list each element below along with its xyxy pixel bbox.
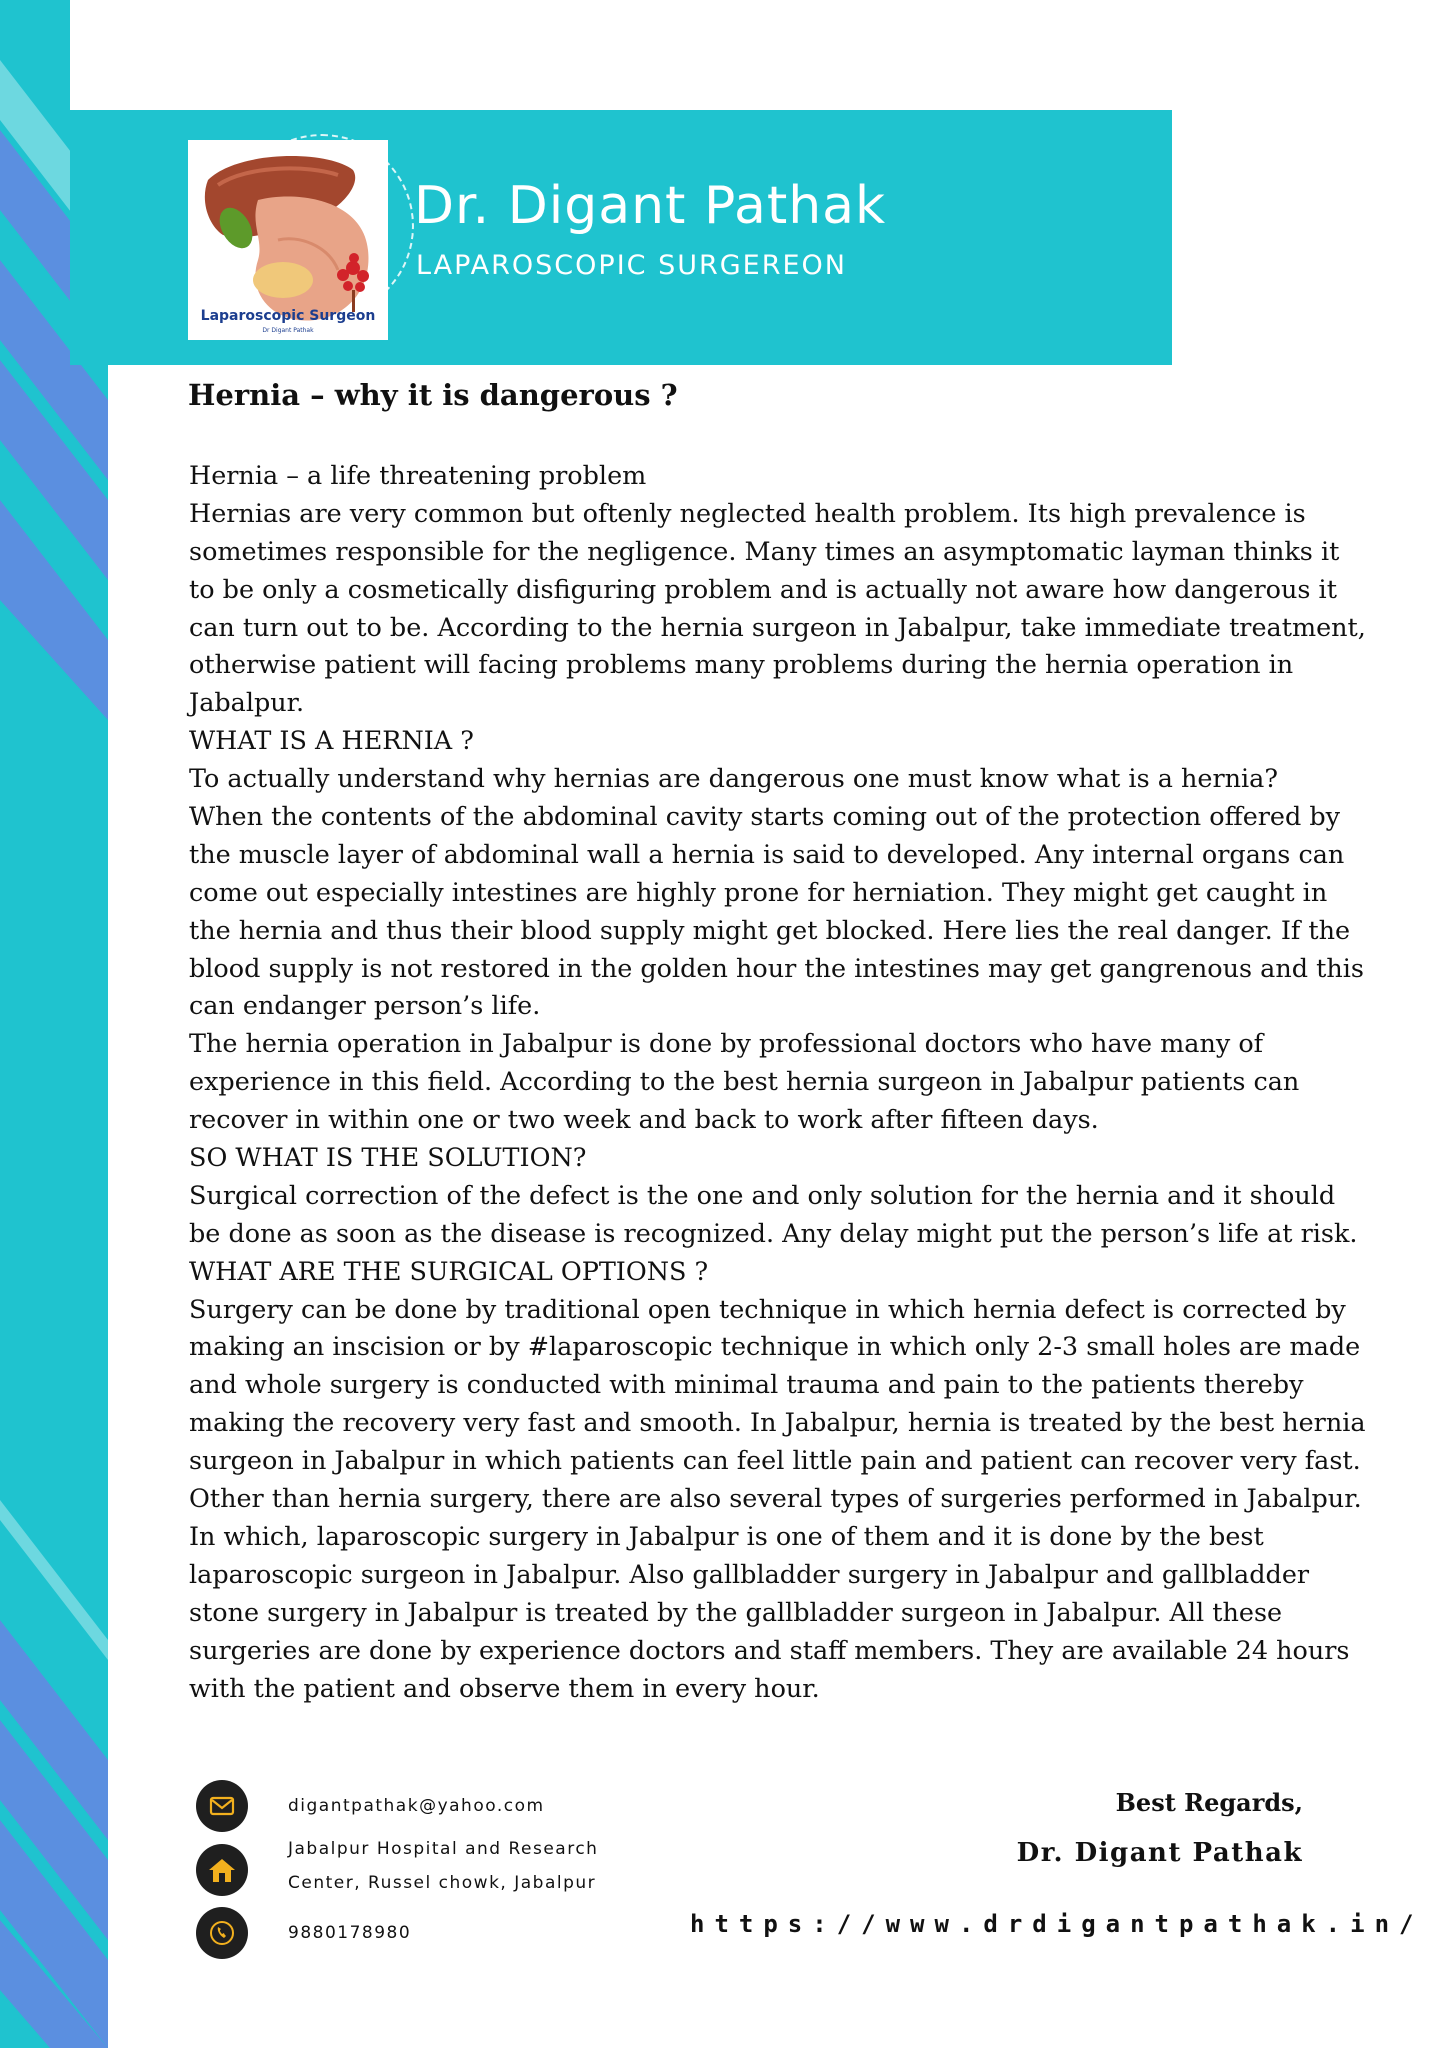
- article-line: WHAT IS A HERNIA ?: [189, 726, 474, 757]
- article-line: Other than hernia surgery, there are also several types of surgeries performed in Jabalpur.: [189, 1484, 1362, 1515]
- article-line: be done as soon as the disease is recognized. Any delay might put the person’s life at risk.: [189, 1218, 1358, 1249]
- article-line: stone surgery in Jabalpur is treated by the gallbladder surgeon in Jabalpur. All these: [189, 1597, 1283, 1628]
- article-line: The hernia operation in Jabalpur is done by professional doctors who have many of: [189, 1029, 1264, 1060]
- article-line: SO WHAT IS THE SOLUTION?: [189, 1143, 587, 1174]
- article-line: When the contents of the abdominal cavity starts coming out of the protection offered by: [189, 802, 1341, 833]
- article-line: Hernias are very common but oftenly neglected health problem. Its high prevalence is: [189, 498, 1306, 529]
- article-line: Surgical correction of the defect is the one and only solution for the hernia and it should: [189, 1180, 1336, 1211]
- article-line: Hernia – a life threatening problem: [189, 461, 647, 491]
- article-line: the muscle layer of abdominal wall a hernia is said to developed. Any internal organs can: [189, 839, 1345, 870]
- article-line: Surgery can be done by traditional open technique in which hernia defect is corrected by: [189, 1294, 1346, 1325]
- logo-caption: Laparoscopic Surgeon: [200, 308, 376, 324]
- article-title: Hernia – why it is dangerous ?: [188, 378, 678, 412]
- article-line: experience in this field. According to the best hernia surgeon in Jabalpur patients can: [189, 1067, 1300, 1098]
- article-line: to be only a cosmetically disfiguring problem and is actually not aware how dangerous it: [189, 574, 1337, 605]
- article-line: the hernia and thus their blood supply might get blocked. Here lies the real danger. If the: [189, 915, 1351, 946]
- article-line: WHAT ARE THE SURGICAL OPTIONS ?: [189, 1256, 709, 1287]
- article-line: surgeries are done by experience doctors and staff members. They are available 24 hours: [189, 1635, 1350, 1666]
- article-line: Jabalpur.: [189, 688, 305, 719]
- article-line: and whole surgery is conducted with minimal trauma and pain to the patients thereby: [189, 1370, 1304, 1401]
- article-line: In which, laparoscopic surgery in Jabalpur is one of them and it is done by the best: [189, 1521, 1264, 1552]
- article-line: laparoscopic surgeon in Jabalpur. Also gallbladder surgery in Jabalpur and gallbladder: [189, 1559, 1310, 1590]
- article-line: can turn out to be. According to the hernia surgeon in Jabalpur, take immediate treatment,: [189, 612, 1366, 643]
- article-line: sometimes responsible for the negligence. Many times an asymptomatic layman thinks it: [189, 536, 1340, 567]
- article-line: can endanger person’s life.: [189, 991, 541, 1022]
- website-link[interactable]: https://www.drdigantpathak.in/: [690, 1910, 1424, 1938]
- article-line: blood supply is not restored in the golden hour the intestines may get gangrenous and this: [189, 953, 1364, 984]
- logo-sub-caption: Dr Digant Pathak: [262, 327, 314, 334]
- article-line: with the patient and observe them in every hour.: [189, 1673, 820, 1704]
- article-line: To actually understand why hernias are dangerous one must know what is a hernia?: [189, 764, 1279, 795]
- phone-icon: [196, 1907, 248, 1959]
- regards-text: Best Regards,: [1115, 1788, 1303, 1817]
- article-body: [189, 458, 1389, 1708]
- article-line: making the recovery very fast and smooth. In Jabalpur, hernia is treated by the best hernia: [189, 1408, 1366, 1439]
- phone-text[interactable]: 9880178980: [288, 1923, 412, 1943]
- address-line-1: Jabalpur Hospital and Research: [288, 1839, 599, 1859]
- article-line: recover in within one or two week and back to work after fifteen days.: [189, 1105, 1099, 1136]
- signature-name: Dr. Digant Pathak: [1016, 1838, 1303, 1868]
- home-icon: [196, 1844, 248, 1896]
- article-line: surgeon in Jabalpur in which patients can feel little pain and patient can recover very fast.: [189, 1446, 1361, 1477]
- address-line-2: Center, Russel chowk, Jabalpur: [288, 1873, 597, 1893]
- article-line: come out especially intestines are highly prone for herniation. They might get caught in: [189, 877, 1328, 908]
- logo: [188, 140, 388, 340]
- email-text[interactable]: digantpathak@yahoo.com: [288, 1796, 545, 1816]
- mail-icon: [196, 1780, 248, 1832]
- doctor-name: Dr. Digant Pathak: [414, 176, 887, 236]
- article-line: otherwise patient will facing problems many problems during the hernia operation in: [189, 650, 1294, 681]
- article-line: making an inscision or by #laparoscopic technique in which only 2-3 small holes are made: [189, 1332, 1361, 1363]
- doctor-specialty: LAPAROSCOPIC SURGEREON: [416, 250, 848, 281]
